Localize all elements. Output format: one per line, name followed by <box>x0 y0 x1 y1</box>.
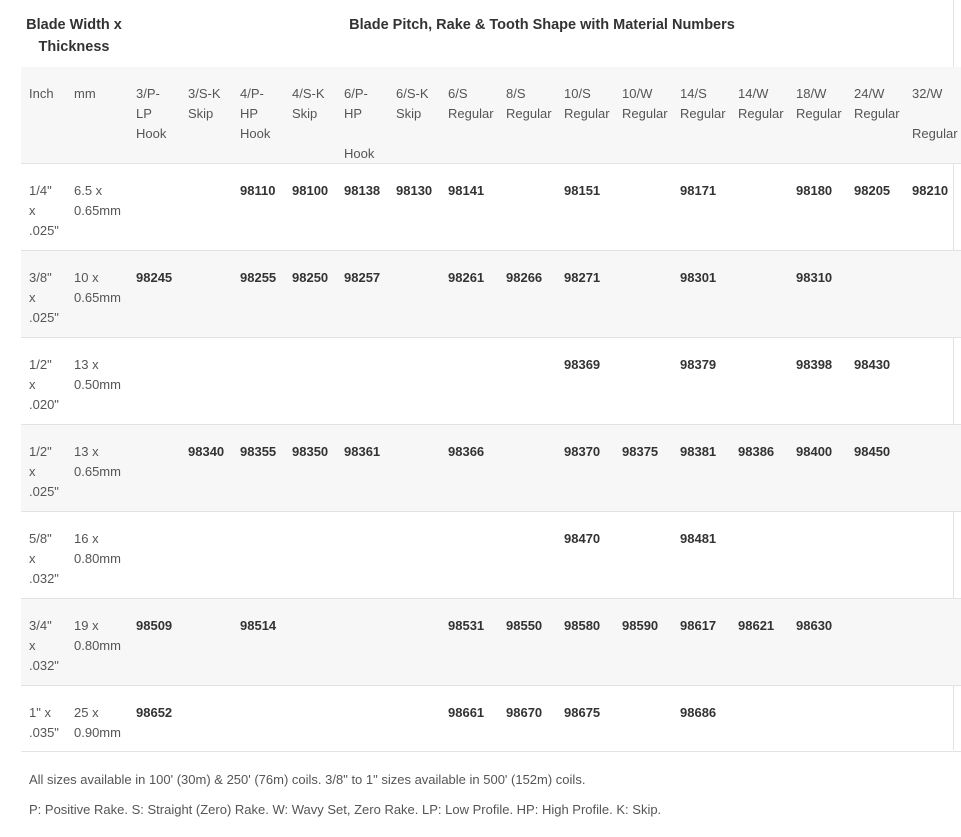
cell-6p-hp-hook: 98138 <box>344 183 381 198</box>
cell-4s-k-skip: 98350 <box>292 444 329 459</box>
blade-size-group-title: Blade Width x Thickness <box>26 17 122 55</box>
col-header-24w-regular: 24/W Regular <box>854 86 900 121</box>
cell-18w-regular: 98180 <box>796 183 833 198</box>
cell-18w-regular: 98310 <box>796 270 833 285</box>
cell-6s-regular: 98531 <box>448 618 485 633</box>
cell-mm: 25 x 0.90mm <box>74 705 121 740</box>
cell-10s-regular: 98470 <box>564 531 601 546</box>
cell-inch: 3/4" x .032" <box>29 618 59 673</box>
cell-6s-regular: 98261 <box>448 270 485 285</box>
cell-10w-regular: 98590 <box>622 618 659 633</box>
table-row <box>21 164 961 251</box>
cell-10s-regular: 98580 <box>564 618 601 633</box>
cell-10w-regular: 98375 <box>622 444 659 459</box>
col-header-8s-regular: 8/S Regular <box>506 86 552 121</box>
cell-18w-regular: 98400 <box>796 444 833 459</box>
cell-14s-regular: 98301 <box>680 270 717 285</box>
cell-24w-regular: 98430 <box>854 357 891 372</box>
col-header-3s-k-skip: 3/S-K Skip <box>188 86 221 121</box>
cell-24w-regular: 98205 <box>854 183 891 198</box>
cell-10s-regular: 98369 <box>564 357 601 372</box>
table-row <box>21 338 961 425</box>
cell-24w-regular: 98450 <box>854 444 891 459</box>
cell-3p-lp-hook: 98652 <box>136 705 173 720</box>
cell-14s-regular: 98686 <box>680 705 717 720</box>
cell-3p-lp-hook: 98245 <box>136 270 173 285</box>
table-row <box>21 251 961 338</box>
cell-inch: 1/2" x .020" <box>29 357 59 412</box>
cell-4s-k-skip: 98100 <box>292 183 329 198</box>
cell-14s-regular: 98617 <box>680 618 717 633</box>
cell-14s-regular: 98171 <box>680 183 717 198</box>
cell-4p-hp-hook: 98514 <box>240 618 277 633</box>
cell-4s-k-skip: 98250 <box>292 270 329 285</box>
cell-mm: 10 x 0.65mm <box>74 270 121 305</box>
cell-3s-k-skip: 98340 <box>188 444 225 459</box>
cell-8s-regular: 98550 <box>506 618 543 633</box>
cell-14s-regular: 98381 <box>680 444 717 459</box>
cell-3p-lp-hook: 98509 <box>136 618 173 633</box>
col-header-3p-lp-hook: 3/P- LP Hook <box>136 86 167 141</box>
cell-18w-regular: 98398 <box>796 357 833 372</box>
table-row <box>21 512 961 599</box>
abbreviation-legend-note: P: Positive Rake. S: Straight (Zero) Rake. W: Wavy Set, Zero Rake. LP: Low Profile. HP: High Profile. K: Skip. <box>29 802 662 817</box>
col-header-inch: Inch <box>29 86 54 101</box>
col-header-4p-hp-hook: 4/P- HP Hook <box>240 86 271 141</box>
coil-availability-note: All sizes available in 100' (30m) & 250' (76m) coils. 3/8" to 1" sizes available in 500' (152m) coils. <box>29 772 586 787</box>
cell-18w-regular: 98630 <box>796 618 833 633</box>
col-header-4s-k-skip: 4/S-K Skip <box>292 86 325 121</box>
table-title: Blade Pitch, Rake & Tooth Shape with Material Numbers <box>349 17 735 33</box>
table-row <box>21 599 961 686</box>
cell-inch: 1/4" x .025" <box>29 183 59 238</box>
col-header-10s-regular: 10/S Regular <box>564 86 610 121</box>
cell-10s-regular: 98151 <box>564 183 601 198</box>
cell-inch: 5/8" x .032" <box>29 531 59 586</box>
cell-6p-hp-hook: 98257 <box>344 270 381 285</box>
cell-10s-regular: 98271 <box>564 270 601 285</box>
col-header-6s-k-skip: 6/S-K Skip <box>396 86 429 121</box>
table-row <box>21 425 961 512</box>
cell-6s-regular: 98366 <box>448 444 485 459</box>
cell-8s-regular: 98266 <box>506 270 543 285</box>
col-header-6s-regular: 6/S Regular <box>448 86 494 121</box>
cell-10s-regular: 98675 <box>564 705 601 720</box>
cell-4p-hp-hook: 98110 <box>240 183 276 198</box>
cell-8s-regular: 98670 <box>506 705 543 720</box>
cell-inch: 3/8" x .025" <box>29 270 59 325</box>
cell-mm: 13 x 0.65mm <box>74 444 121 479</box>
cell-14w-regular: 98621 <box>738 618 775 633</box>
cell-32w-regular: 98210 <box>912 183 949 198</box>
cell-6s-k-skip: 98130 <box>396 183 433 198</box>
col-header-32w-regular: 32/W Regular <box>912 86 958 141</box>
cell-inch: 1/2" x .025" <box>29 444 59 499</box>
col-header-6p-hp-hook: 6/P- HP Hook <box>344 86 375 161</box>
cell-mm: 16 x 0.80mm <box>74 531 121 566</box>
cell-inch: 1" x .035" <box>29 705 59 740</box>
cell-10s-regular: 98370 <box>564 444 601 459</box>
col-header-10w-regular: 10/W Regular <box>622 86 668 121</box>
cell-14s-regular: 98379 <box>680 357 717 372</box>
cell-6s-regular: 98661 <box>448 705 485 720</box>
col-header-14s-regular: 14/S Regular <box>680 86 726 121</box>
table-row <box>21 686 961 752</box>
cell-4p-hp-hook: 98255 <box>240 270 277 285</box>
cell-14s-regular: 98481 <box>680 531 717 546</box>
col-header-18w-regular: 18/W Regular <box>796 86 842 121</box>
col-header-14w-regular: 14/W Regular <box>738 86 784 121</box>
cell-6p-hp-hook: 98361 <box>344 444 381 459</box>
cell-mm: 13 x 0.50mm <box>74 357 121 392</box>
cell-mm: 6.5 x 0.65mm <box>74 183 121 218</box>
cell-6s-regular: 98141 <box>448 183 485 198</box>
cell-14w-regular: 98386 <box>738 444 775 459</box>
cell-mm: 19 x 0.80mm <box>74 618 121 653</box>
cell-4p-hp-hook: 98355 <box>240 444 277 459</box>
col-header-mm: mm <box>74 86 96 101</box>
